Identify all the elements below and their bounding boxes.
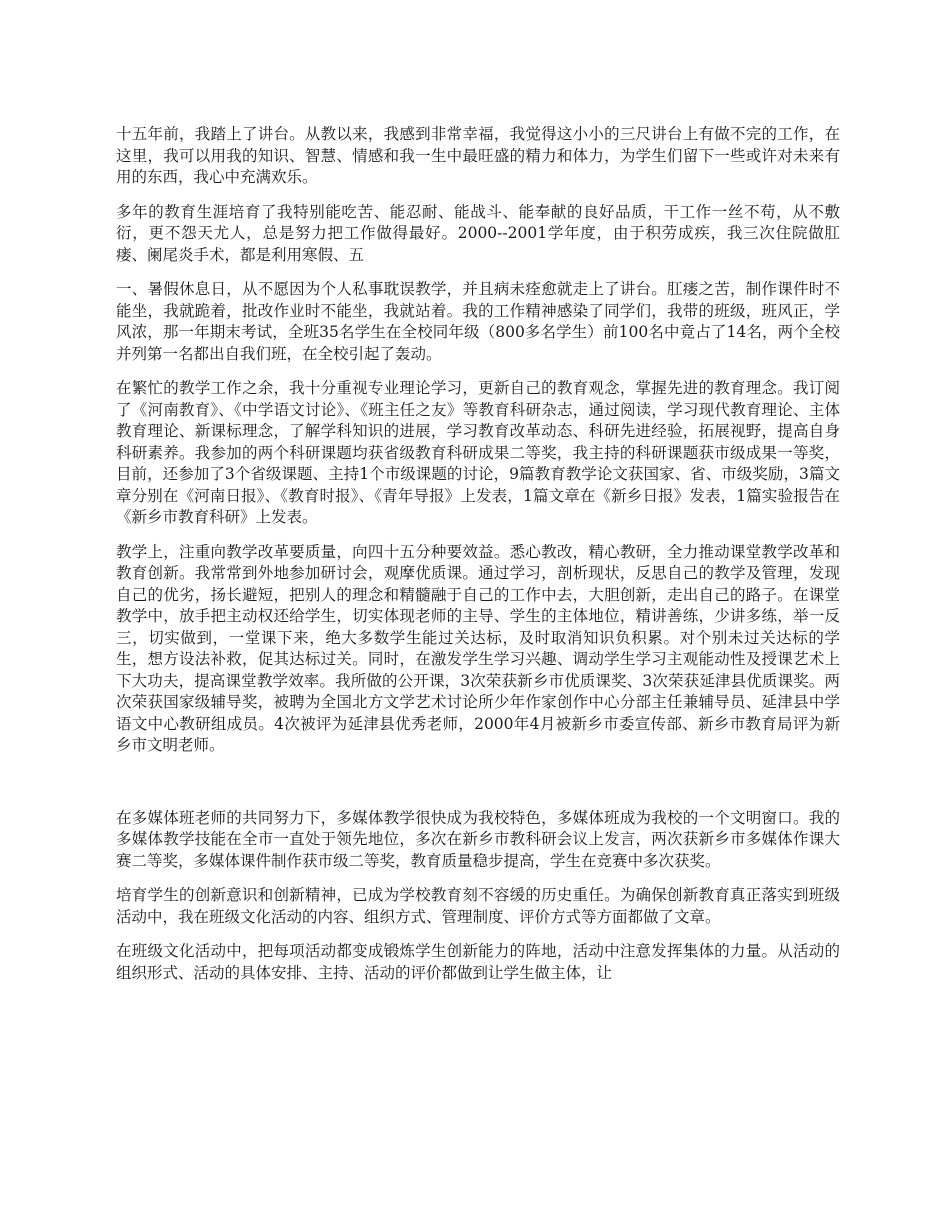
paragraph-6: 在多媒体班老师的共同努力下，多媒体教学很快成为我校特色，多媒体班成为我校的一个文明窗口。我的多媒体教学技能在全市一直处于领先地位，多次在新乡市教科研会议上发言，两次获新乡市多媒体作课大赛二等奖，多媒体课件制作获市级二等奖，教育质量稳步提高，学生在竞赛中多次获奖。: [116, 808, 840, 870]
paragraph-7: 培育学生的创新意识和创新精神，已成为学校教育刻不容缓的历史重任。为确保创新教育真正落实到班级活动中，我在班级文化活动的内容、组织方式、管理制度、评价方式等方面都做了文章。: [116, 886, 840, 926]
document-body: [116, 124, 840, 997]
paragraph-5: 教学上，注重向教学改革要质量，向四十五分种要效益。悉心教改，精心教研，全力推动课堂教学改革和教育创新。我常常到外地参加研讨会，观摩优质课。通过学习，剖析现状，反思自己的教学及管理，发现自己的优劣，扬长避短，把别人的理念和精髓融于自己的工作中去，大胆创新，走出自己的路子。在课堂教学中，放手把主动权还给学生，切实体现老师的主导、学生的主体地位，精讲善练，少讲多练，举一反三，切实做到，一堂课下来，绝大多数学生能过关达标，及时取消知识负积累。对个别未过关达标的学生，想方设法补救，促其达标过关。同时，在激发学生学习兴趣、调动学生学习主观能动性及授课艺术上下大功夫，提高课堂教学效率。我所做的公开课，3次荣获新乡市优质课奖、3次荣获延津县优质课奖。两次荣获国家级辅导奖，被聘为全国北方文学艺术讨论所少年作家创作中心分部主任兼辅导员、延津县中学语文中心教研组成员。4次被评为延津县优秀老师，2000年4月被新乡市委宣传部、新乡市教育局评为新乡市文明老师。: [116, 542, 840, 754]
paragraph-2: 多年的教育生涯培育了我特别能吃苦、能忍耐、能战斗、能奉献的良好品质，干工作一丝不苟，从不敷衍，更不怨天尤人，总是努力把工作做得最好。2000--2001学年度，由于积劳成疾，我三次住院做肛瘘、阑尾炎手术，都是利用寒假、五: [116, 202, 840, 264]
paragraph-8: 在班级文化活动中，把每项活动都变成锻炼学生创新能力的阵地，活动中注意发挥集体的力量。从活动的组织形式、活动的具体安排、主持、活动的评价都做到让学生做主体，让: [116, 942, 840, 982]
paragraph-4: 在繁忙的教学工作之余，我十分重视专业理论学习，更新自己的教育观念，掌握先进的教育理念。我订阅了《河南教育》、《中学语文讨论》、《班主任之友》等教育科研杂志，通过阅读，学习现代教育理论、主体教育理论、新课标理念，了解学科知识的进展，学习教育改革动态、科研先进经验，拓展视野，提高自身科研素养。我参加的两个科研课题均获省级教育科研成果二等奖，我主持的科研课题获市级成果一等奖，目前，还参加了3个省级课题、主持1个市级课题的讨论，9篇教育教学论文获国家、省、市级奖励，3篇文章分别在《河南日报》、《教育时报》、《青年导报》上发表，1篇文章在《新乡日报》发表，1篇实验报告在《新乡市教育科研》上发表。: [116, 379, 840, 526]
paragraph-1: 十五年前，我踏上了讲台。从教以来，我感到非常幸福，我觉得这小小的三尺讲台上有做不完的工作，在这里，我可以用我的知识、智慧、情感和我一生中最旺盛的精力和体力，为学生们留下一些或许对未来有用的东西，我心中充满欢乐。: [116, 125, 840, 186]
paragraph-3: 一、暑假休息日，从不愿因为个人私事耽误教学，并且病未痊愈就走上了讲台。肛瘘之苦，制作课件时不能坐，我就跪着，批改作业时不能坐，我就站着。我的工作精神感染了同学们，我带的班级，班风正，学风浓，那一年期末考试，全班35名学生在全校同年级（800多名学生）前100名中竟占了14名，两个全校并列第一名都出自我们班，在全校引起了轰动。: [116, 280, 840, 363]
section-gap: [116, 770, 840, 808]
